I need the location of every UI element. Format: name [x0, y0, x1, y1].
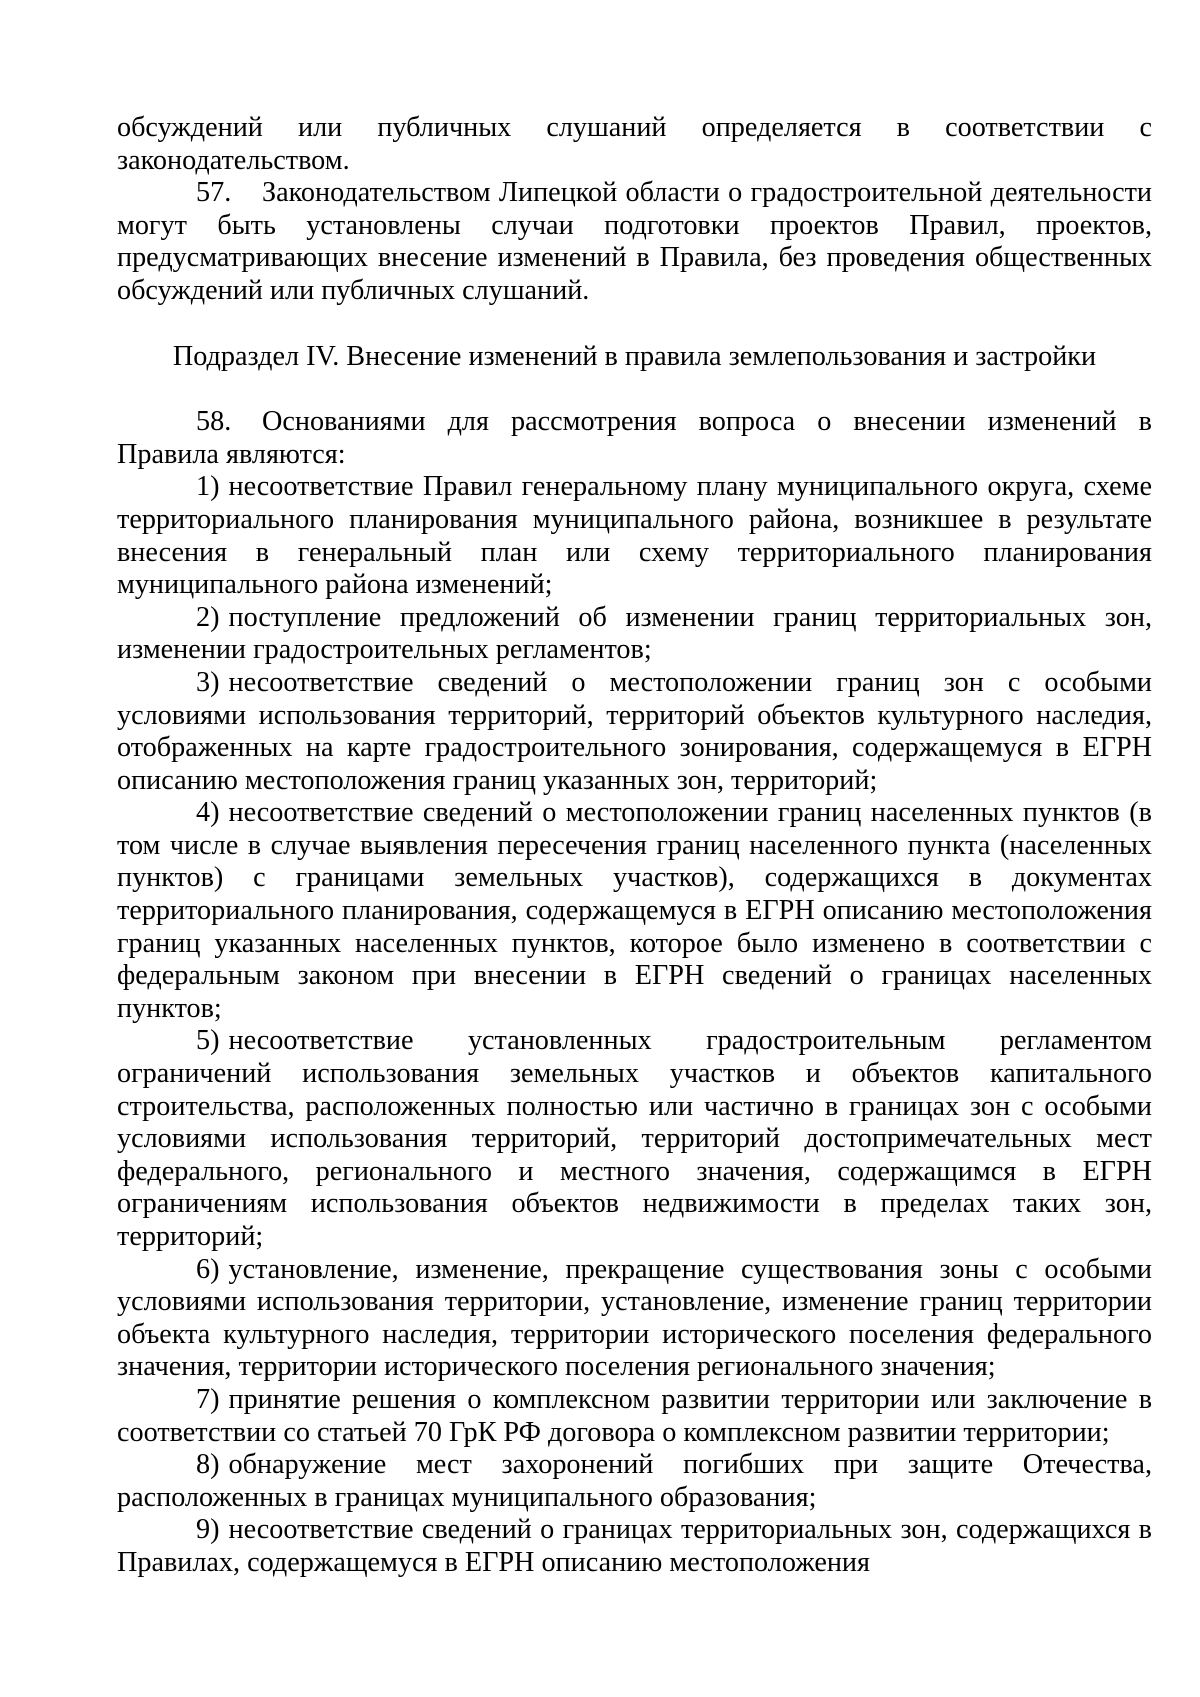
list-item-text: несоответствие сведений о местоположении границ зон с особыми условиями использования территорий, территорий объектов культурного наследия, отображенных на карте градостроительного зонирования, содержащемуся в ЕГРН описанию местоположения границ указанных зон, территорий;: [117, 666, 1152, 796]
list-item-number: 1): [196, 471, 220, 503]
paragraph-57-number: 57.: [196, 177, 232, 209]
list-item: [117, 1025, 1152, 1253]
paragraph-58: [117, 406, 1152, 471]
list-item-text: поступление предложений об изменении границ территориальных зон, изменении градостроительных регламентов;: [117, 601, 1152, 666]
paragraph-57: [117, 177, 1152, 307]
list-item-text: несоответствие Правил генеральному плану муниципального округа, схеме территориального планирования муниципального района, возникшее в результате внесения в генеральный план или схему территориального планирования муниципального района изменений;: [117, 471, 1152, 601]
list-item-text: установление, изменение, прекращение существования зоны с особыми условиями использования территории, установление, изменение границ территории объекта культурного наследия, территории исторического поселения федерального значения, территории исторического поселения регионального значения;: [117, 1253, 1152, 1383]
intro-paragraph: обсуждений или публичных слушаний определяется в соответствии с законодательством.: [117, 112, 1152, 176]
list-item-number: 7): [196, 1383, 220, 1415]
paragraph-57-text: Законодательством Липецкой области о градостроительной деятельности могут быть установлены случаи подготовки проектов Правил, проектов, предусматривающих внесение изменений в Правила, без проведения общественных обсуждений или публичных слушаний.: [117, 177, 1152, 306]
list-item: [117, 667, 1152, 797]
paragraph-58-text: Основаниями для рассмотрения вопроса о внесении изменений в Правила являются:: [117, 406, 1152, 470]
list-item-text: несоответствие сведений о местоположении границ населенных пунктов (в том числе в случае выявления пересечения границ населенного пункта (населенных пунктов) с границами земельных участков), содержащихся в документах территориального планирования, содержащемуся в ЕГРН описанию местоположения границ указанных населенных пунктов, которое было изменено в соответствии с федеральным законом при внесении в ЕГРН сведений о границах населенных пунктов;: [117, 797, 1152, 1024]
list-item: [117, 471, 1152, 601]
list-item: [117, 602, 1152, 667]
list-items: [117, 471, 1152, 1579]
subsection-heading: Подраздел IV. Внесение изменений в правила землепользования и застройки: [172, 340, 1097, 372]
list-item: [117, 1514, 1152, 1579]
paragraph-58-number: 58.: [196, 406, 232, 438]
list-item-number: 5): [196, 1025, 220, 1057]
list-item-number: 8): [196, 1449, 220, 1481]
list-item-text: несоответствие сведений о границах территориальных зон, содержащихся в Правилах, содержащемуся в ЕГРН описанию местоположения: [117, 1514, 1152, 1578]
list-item: [117, 1449, 1152, 1514]
list-item: [117, 1254, 1152, 1384]
document-page: [117, 112, 1152, 1580]
list-item-number: 9): [196, 1514, 220, 1546]
list-item-number: 4): [196, 797, 220, 829]
list-item: [117, 797, 1152, 1025]
list-item-text: принятие решения о комплексном развитии территории или заключение в соответствии со статьей 70 ГрК РФ договора о комплексном развитии территории;: [117, 1383, 1152, 1448]
list-item-number: 6): [196, 1253, 220, 1285]
list-item: [117, 1384, 1152, 1449]
list-item-number: 2): [196, 601, 220, 633]
list-item-number: 3): [196, 666, 220, 698]
list-item-text: несоответствие установленных градостроительным регламентом ограничений использования земельных участков и объектов капитального строительства, расположенных полностью или частично в границах зон с особыми условиями использования территорий, территорий достопримечательных мест федерального, регионального и местного значения, содержащимся в ЕГРН ограничениям использования объектов недвижимости в пределах таких зон, территорий;: [117, 1025, 1152, 1252]
list-item-text: обнаружение мест захоронений погибших при защите Отечества, расположенных в границах муниципального образования;: [117, 1449, 1152, 1513]
